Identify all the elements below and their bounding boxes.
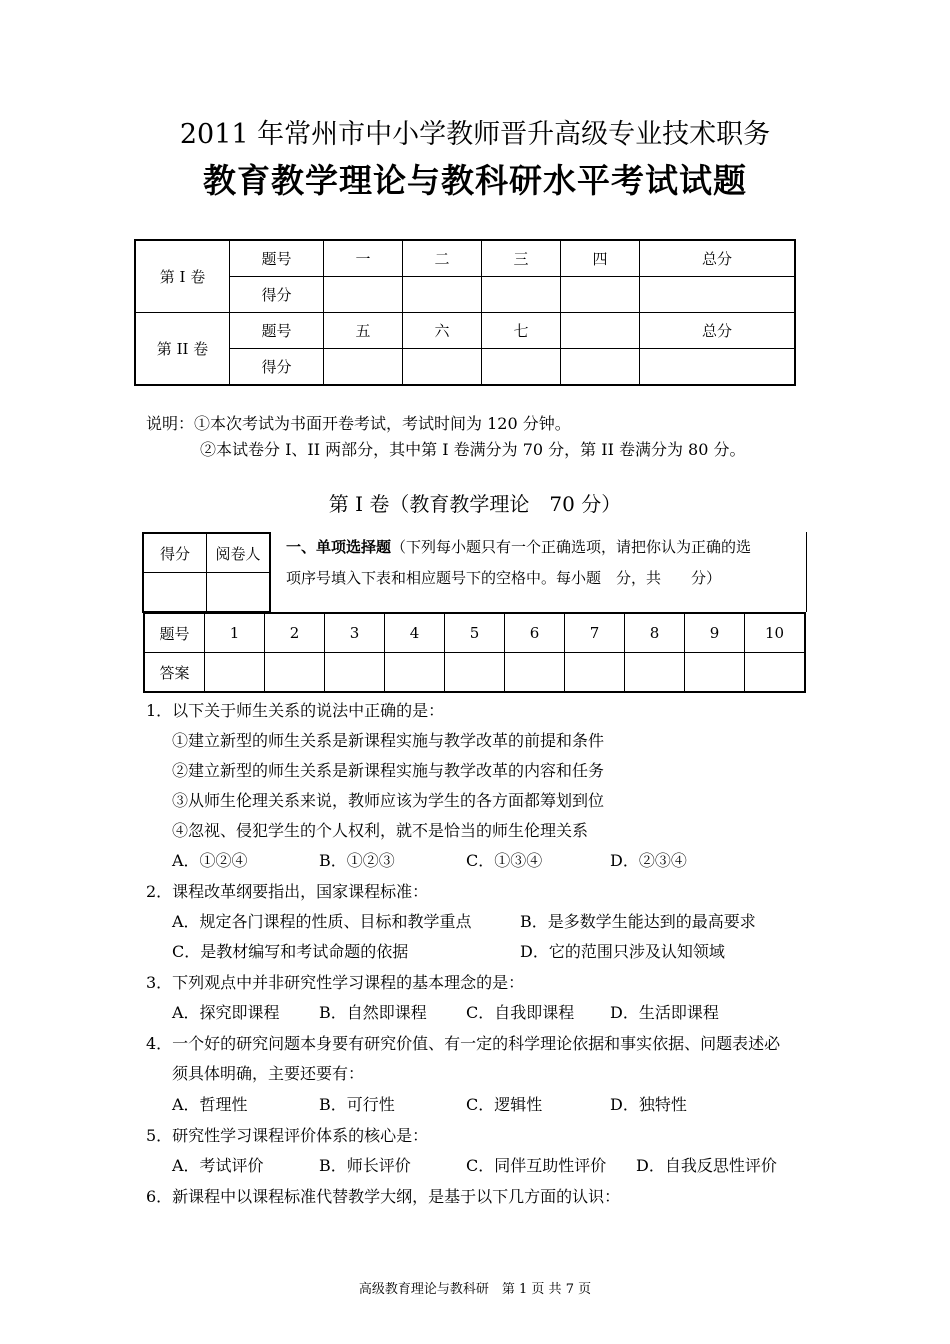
instruction-heading: 一、单项选择题 — [286, 538, 392, 556]
answer-row-label: 题号 — [144, 613, 205, 653]
answer-num: 3 — [325, 613, 385, 653]
question-stem: 3．下列观点中并非研究性学习课程的基本理念的是： — [146, 973, 525, 992]
question-item: ③从师生伦理关系来说，教师应该为学生的各方面都筹划到位 — [172, 791, 605, 810]
vol2-col — [561, 313, 640, 349]
question-option: B．师长评价 — [319, 1156, 411, 1175]
question-option: B．①②③ — [319, 851, 395, 870]
answer-cell[interactable] — [505, 653, 565, 693]
vol1-col: 二 — [403, 240, 482, 277]
score-cell[interactable] — [640, 277, 796, 313]
question-option: A．①②④ — [172, 851, 248, 870]
answer-cell[interactable] — [685, 653, 745, 693]
score-cell[interactable] — [324, 349, 403, 386]
question-option: C．①③④ — [466, 851, 543, 870]
answer-num: 10 — [745, 613, 806, 653]
question-item: ①建立新型的师生关系是新课程实施与教学改革的前提和条件 — [172, 731, 605, 750]
answer-num: 7 — [565, 613, 625, 653]
question-option: A．探究即课程 — [172, 1003, 280, 1022]
answer-cell[interactable] — [325, 653, 385, 693]
score-cell[interactable] — [403, 349, 482, 386]
question-option: C．同伴互助性评价 — [466, 1156, 607, 1175]
row-label-defen: 得分 — [230, 277, 324, 313]
vol2-col: 总分 — [640, 313, 796, 349]
question-option: A．规定各门课程的性质、目标和教学重点 — [172, 912, 472, 931]
answer-table — [143, 612, 806, 693]
question-option: B．是多数学生能达到的最高要求 — [520, 912, 756, 931]
row-label-defen: 得分 — [230, 349, 324, 386]
answer-num: 8 — [625, 613, 685, 653]
page-footer: 高级教育理论与教科研 第 1 页 共 7 页 — [358, 1282, 592, 1297]
vol2-col: 五 — [324, 313, 403, 349]
instruction-right-border — [806, 532, 807, 612]
grader-name-label: 阅卷人 — [207, 533, 271, 573]
score-cell[interactable] — [561, 277, 640, 313]
answer-num: 4 — [385, 613, 445, 653]
question-stem-cont: 须具体明确，主要还要有： — [172, 1064, 365, 1083]
vol2-col: 七 — [482, 313, 561, 349]
score-summary-table — [134, 239, 796, 386]
grader-box — [142, 532, 271, 613]
answer-num: 1 — [205, 613, 265, 653]
vol2-label: 第 II 卷 — [135, 313, 230, 386]
answer-num: 9 — [685, 613, 745, 653]
question-stem: 6．新课程中以课程标准代替教学大纲，是基于以下几方面的认识： — [146, 1187, 621, 1206]
exam-title-line2: 教育教学理论与教科研水平考试试题 — [203, 161, 747, 200]
score-cell[interactable] — [324, 277, 403, 313]
question-option: D．它的范围只涉及认知领域 — [520, 942, 725, 961]
row-label-tihao: 题号 — [230, 313, 324, 349]
answer-row-label: 答案 — [144, 653, 205, 693]
score-cell[interactable] — [482, 349, 561, 386]
question-option: D．独特性 — [610, 1095, 687, 1114]
question-option: C．逻辑性 — [466, 1095, 543, 1114]
question-option: A．考试评价 — [172, 1156, 264, 1175]
vol1-col: 总分 — [640, 240, 796, 277]
question-stem: 2．课程改革纲要指出，国家课程标准： — [146, 882, 429, 901]
answer-cell[interactable] — [205, 653, 265, 693]
question-stem: 1．以下关于师生关系的说法中正确的是： — [146, 701, 445, 720]
question-item: ②建立新型的师生关系是新课程实施与教学改革的内容和任务 — [172, 761, 605, 780]
exam-note-1: 说明：①本次考试为书面开卷考试，考试时间为 120 分钟。 — [146, 414, 571, 433]
grader-name-cell[interactable] — [207, 573, 271, 613]
vol1-col: 一 — [324, 240, 403, 277]
question-stem: 5．研究性学习课程评价体系的核心是： — [146, 1126, 429, 1145]
vol1-col: 四 — [561, 240, 640, 277]
section-instruction — [286, 532, 808, 594]
question-option: B．自然即课程 — [319, 1003, 427, 1022]
instruction-text: （下列每小题只有一个正确选项，请把你认为正确的选 — [391, 538, 752, 556]
grader-score-cell[interactable] — [143, 573, 207, 613]
question-option: C．自我即课程 — [466, 1003, 575, 1022]
question-item: ④忽视、侵犯学生的个人权利，就不是恰当的师生伦理关系 — [172, 821, 589, 840]
question-option: C．是教材编写和考试命题的依据 — [172, 942, 409, 961]
answer-num: 6 — [505, 613, 565, 653]
exam-title-line1: 2011 年常州市中小学教师晋升高级专业技术职务 — [179, 119, 771, 150]
score-cell[interactable] — [561, 349, 640, 386]
vol2-col: 六 — [403, 313, 482, 349]
vol1-label: 第 I 卷 — [135, 240, 230, 313]
instruction-text-2: 项序号填入下表和相应题号下的空格中。每小题 分，共 分） — [286, 569, 722, 587]
section-title: 第 I 卷（教育教学理论 70 分） — [328, 492, 622, 516]
score-cell[interactable] — [403, 277, 482, 313]
answer-cell[interactable] — [445, 653, 505, 693]
question-option: D．自我反思性评价 — [636, 1156, 777, 1175]
vol1-col: 三 — [482, 240, 561, 277]
answer-cell[interactable] — [565, 653, 625, 693]
exam-note-2: ②本试卷分 I、II 两部分，其中第 I 卷满分为 70 分，第 II 卷满分为 80 分。 — [200, 440, 746, 459]
answer-cell[interactable] — [265, 653, 325, 693]
answer-num: 2 — [265, 613, 325, 653]
answer-cell[interactable] — [625, 653, 685, 693]
answer-cell[interactable] — [385, 653, 445, 693]
row-label-tihao: 题号 — [230, 240, 324, 277]
question-option: D．②③④ — [610, 851, 687, 870]
question-option: A．哲理性 — [172, 1095, 248, 1114]
question-stem: 4．一个好的研究问题本身要有研究价值、有一定的科学理论依据和事实依据、问题表述必 — [146, 1034, 781, 1053]
score-cell[interactable] — [482, 277, 561, 313]
question-option: B．可行性 — [319, 1095, 395, 1114]
question-option: D．生活即课程 — [610, 1003, 719, 1022]
grader-score-label: 得分 — [143, 533, 207, 573]
score-cell[interactable] — [640, 349, 796, 386]
answer-cell[interactable] — [745, 653, 806, 693]
answer-num: 5 — [445, 613, 505, 653]
